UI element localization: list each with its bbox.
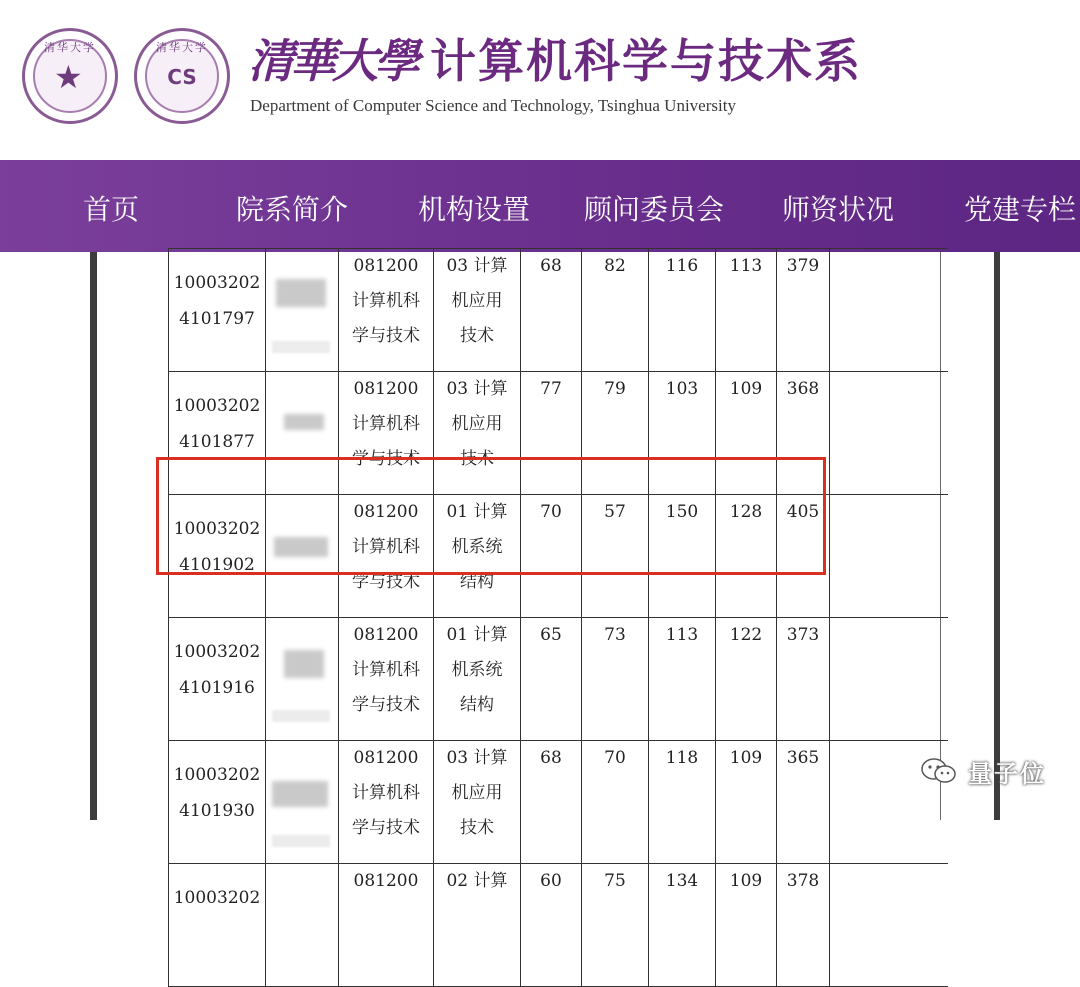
table-row (169, 249, 949, 372)
candidate-name-cell (266, 864, 339, 987)
score-cell: 73 (582, 618, 649, 741)
seal-text: 清华大学 (44, 41, 96, 54)
score-cell: 116 (649, 249, 716, 372)
candidate-name-cell (266, 741, 339, 864)
candidate-id-cell: 10003202 4101930 (169, 741, 266, 864)
major-cell: 081200 计算机科 学与技术 (339, 495, 434, 618)
blurred-name (272, 781, 328, 807)
total-score-cell: 368 (777, 372, 830, 495)
site-title-english: Department of Computer Science and Technology, Tsinghua University (250, 96, 736, 115)
table-row-highlighted (169, 495, 949, 618)
score-cell: 79 (582, 372, 649, 495)
score-cell: 113 (649, 618, 716, 741)
candidate-name-cell (266, 249, 339, 372)
cs-logo-text: CS (167, 65, 197, 89)
nav-item-organization[interactable]: 机构设置 (418, 193, 531, 226)
blurred-name (284, 414, 324, 430)
page-border-left (90, 252, 97, 820)
score-cell: 60 (521, 864, 582, 987)
score-cell: 122 (716, 618, 777, 741)
watermark (920, 752, 1060, 792)
department-name: 计算机科学与技术系 (430, 34, 862, 88)
score-cell: 75 (582, 864, 649, 987)
nav-item-party-column[interactable]: 党建专栏 (964, 193, 1077, 226)
major-cell: 081200 (339, 864, 434, 987)
score-cell: 70 (582, 741, 649, 864)
main-nav (0, 160, 1080, 252)
score-cell: 70 (521, 495, 582, 618)
star-icon: ★ (54, 58, 83, 96)
candidate-name-cell (266, 618, 339, 741)
wechat-icon (920, 756, 958, 786)
watermark-text: 量子位 (968, 760, 1046, 788)
score-cell: 68 (521, 249, 582, 372)
site-title[interactable] (248, 34, 862, 88)
score-cell: 109 (716, 372, 777, 495)
empty-cell (830, 864, 949, 987)
seal-text: 清华大学 (156, 41, 208, 54)
candidate-name-cell (266, 372, 339, 495)
empty-cell (830, 372, 949, 495)
total-score-cell: 405 (777, 495, 830, 618)
score-cell: 103 (649, 372, 716, 495)
total-score-cell: 373 (777, 618, 830, 741)
major-cell: 081200 计算机科 学与技术 (339, 249, 434, 372)
nav-item-home[interactable]: 首页 (83, 193, 140, 226)
score-cell: 109 (716, 864, 777, 987)
major-cell: 081200 计算机科 学与技术 (339, 741, 434, 864)
score-cell: 57 (582, 495, 649, 618)
table-row (169, 864, 949, 987)
document-view[interactable] (0, 252, 1080, 908)
score-cell: 150 (649, 495, 716, 618)
direction-cell: 01 计算 机系统 结构 (434, 495, 521, 618)
candidate-name-cell (266, 495, 339, 618)
candidate-id-cell: 10003202 4101916 (169, 618, 266, 741)
score-cell: 118 (649, 741, 716, 864)
score-cell: 128 (716, 495, 777, 618)
score-cell: 109 (716, 741, 777, 864)
direction-cell: 01 计算 机系统 结构 (434, 618, 521, 741)
direction-cell: 03 计算 机应用 技术 (434, 741, 521, 864)
nav-item-advisory-board[interactable]: 顾问委员会 (584, 193, 725, 226)
total-score-cell: 365 (777, 741, 830, 864)
direction-cell: 03 计算 机应用 技术 (434, 372, 521, 495)
total-score-cell: 378 (777, 864, 830, 987)
total-score-cell: 379 (777, 249, 830, 372)
direction-cell: 03 计算 机应用 技术 (434, 249, 521, 372)
cs-dept-seal-logo[interactable] (134, 28, 230, 124)
score-cell: 134 (649, 864, 716, 987)
admission-score-table (168, 248, 948, 987)
score-cell: 113 (716, 249, 777, 372)
blurred-name (284, 650, 324, 678)
score-cell: 82 (582, 249, 649, 372)
candidate-id-cell: 10003202 4101797 (169, 249, 266, 372)
nav-item-faculty[interactable]: 师资状况 (782, 193, 895, 226)
table-row (169, 618, 949, 741)
blurred-name (274, 537, 328, 557)
empty-cell (830, 249, 949, 372)
candidate-id-cell: 10003202 4101877 (169, 372, 266, 495)
candidate-id-cell: 10003202 4101902 (169, 495, 266, 618)
table-row (169, 372, 949, 495)
empty-cell (830, 618, 949, 741)
score-cell: 68 (521, 741, 582, 864)
direction-cell: 02 计算 (434, 864, 521, 987)
site-header (0, 0, 1080, 160)
blurred-name (276, 279, 326, 307)
tsinghua-seal-logo[interactable] (22, 28, 118, 124)
score-cell: 77 (521, 372, 582, 495)
empty-cell (830, 495, 949, 618)
university-calligraphy: 清華大學 (248, 34, 416, 88)
major-cell: 081200 计算机科 学与技术 (339, 372, 434, 495)
candidate-id-cell: 10003202 (169, 864, 266, 987)
nav-item-about[interactable]: 院系简介 (236, 193, 349, 226)
score-cell: 65 (521, 618, 582, 741)
table-row (169, 741, 949, 864)
major-cell: 081200 计算机科 学与技术 (339, 618, 434, 741)
page-border-right (994, 252, 1000, 820)
